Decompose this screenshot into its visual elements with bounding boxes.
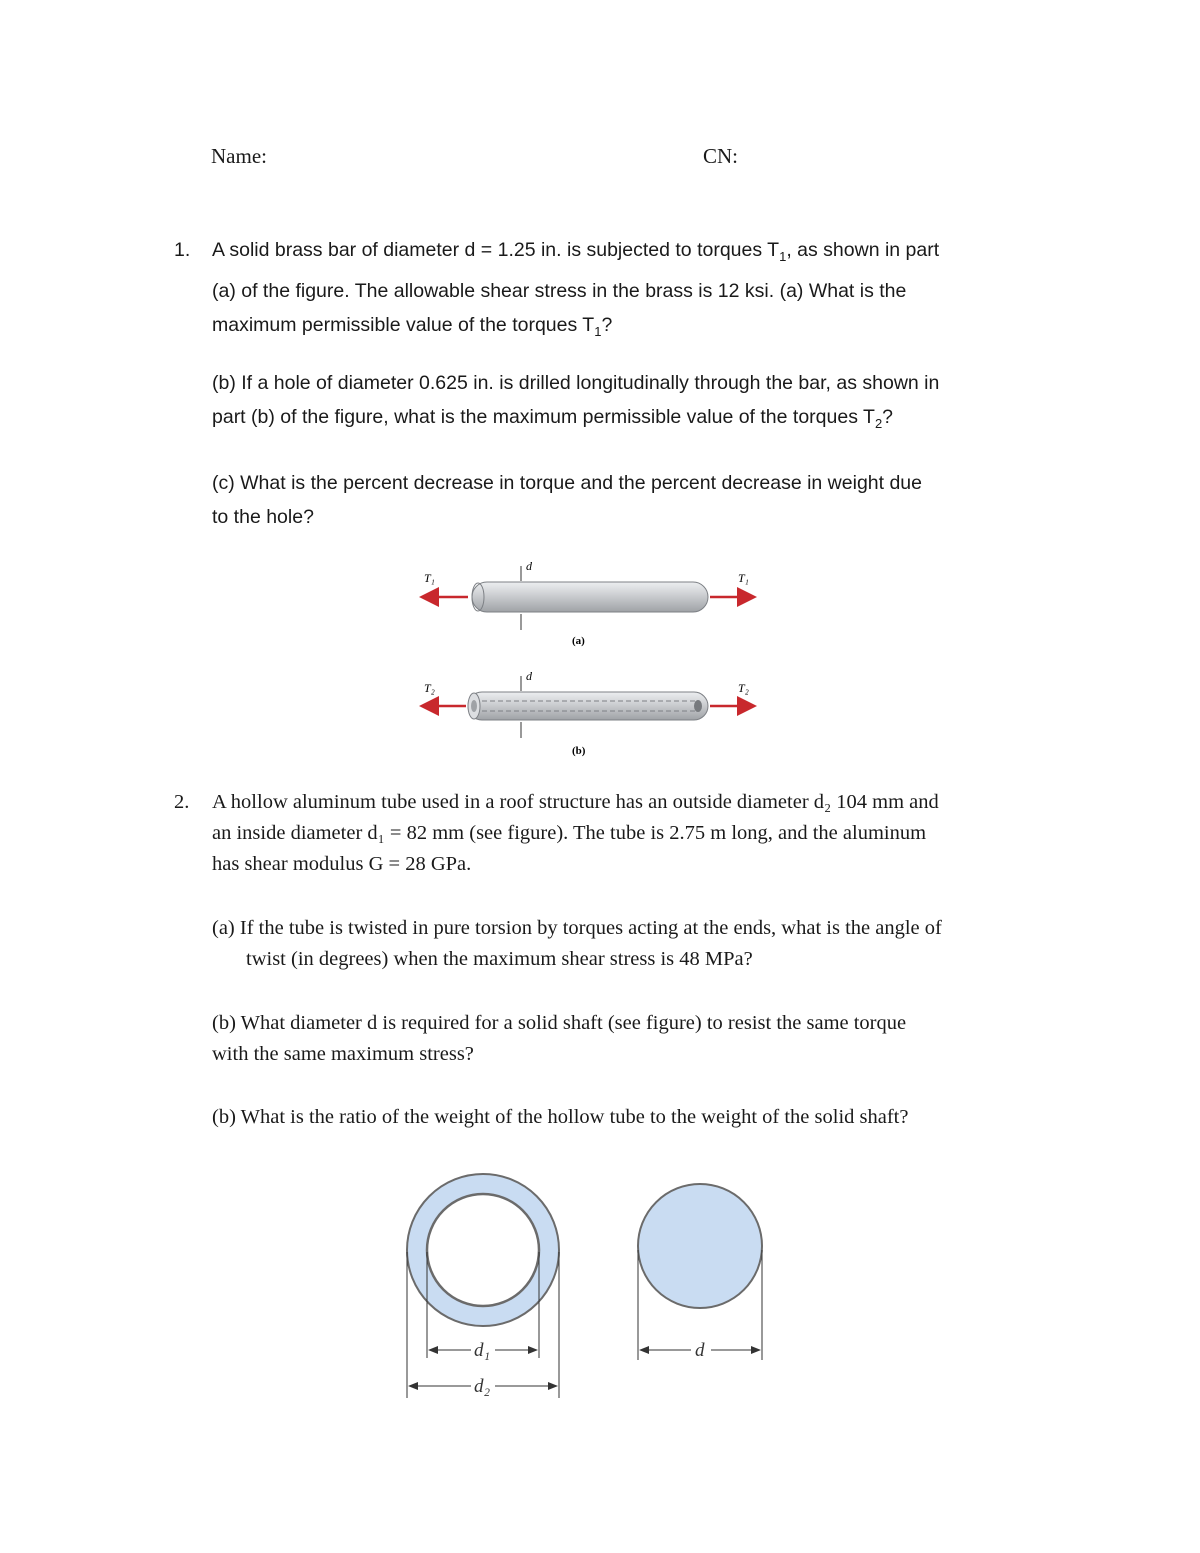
question-1-part-b: (b) If a hole of diameter 0.625 in. is drilled longitudinally through the bar, as shown in part (b) of the figure, what is the maximum permissible value of the torques $T_2$? <box>212 372 940 431</box>
d2-label: d₂ <box>474 1376 491 1397</box>
question-2-text: A hollow aluminum tube used in a roof structure has an outside diameter d₂ 104 mm and an inside diameter d₁ = 82 mm (see figure). The tube is 2.75 m long, and the aluminum has shear modulus G = 28 GPa. <box>212 791 939 875</box>
t1-right-label: T₁ <box>738 571 749 585</box>
t1-left-label: T₁ <box>424 571 435 585</box>
question-1-number: 1. <box>174 239 191 261</box>
d-label: d <box>695 1340 705 1361</box>
caption-a: (a) <box>572 635 585 647</box>
hollow-bar-b <box>468 692 708 720</box>
question-2-part-b: (b) What diameter d is required for a solid shaft (see figure) to resist the same torque with the same maximum stress? <box>212 1012 907 1065</box>
d1-label: d₁ <box>474 1340 491 1361</box>
question-2-part-c: (b) What is the ratio of the weight of the hollow tube to the weight of the solid shaft? <box>212 1106 909 1128</box>
question-1-part-c: (c) What is the percent decrease in torque and the percent decrease in weight due to the hole? <box>212 472 922 528</box>
solid-bar-a <box>472 582 708 612</box>
torsion-bar-figure <box>410 552 770 762</box>
t2-left-label: T₂ <box>424 681 435 695</box>
solid-shaft-section <box>638 1184 762 1308</box>
question-2-part-a: (a) If the tube is twisted in pure torsion by torques acting at the ends, what is the angle of twist (in degrees) when the maximum shear stress is 48 MPa? <box>212 917 942 970</box>
caption-b: (b) <box>572 745 586 757</box>
cross-section-figure <box>395 1160 775 1405</box>
d-label-a: d <box>526 559 532 573</box>
question-2-number: 2. <box>174 791 190 813</box>
t2-right-label: T₂ <box>738 681 749 695</box>
cn-label: CN: <box>703 144 739 168</box>
d-label-b: d <box>526 669 532 683</box>
name-label: Name: <box>211 144 267 168</box>
hollow-tube-section <box>407 1174 559 1326</box>
question-1-text: A solid brass bar of diameter d = 1.25 in. is subjected to torques $T_1$, as shown in part (a) of the figure. The allowable shear stress in the brass is 12 ksi. (a) What is the maximum permissible value of the torques $T_1$? <box>212 239 940 339</box>
